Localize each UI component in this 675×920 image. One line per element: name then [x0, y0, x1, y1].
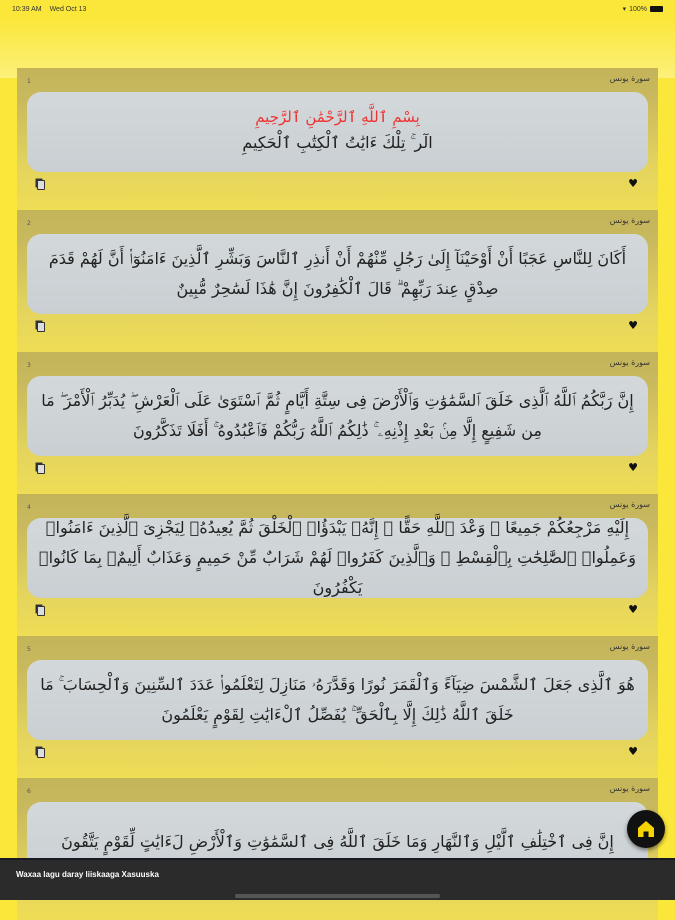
basmala: بِسْمِ ٱللَّهِ ٱلرَّحْمَٰنِ ٱلرَّحِيمِ [255, 108, 420, 126]
copy-icon[interactable] [37, 180, 45, 190]
verse-text: الٓر ۚ تِلْكَ ءَايَٰتُ ٱلْكِتَٰبِ ٱلْحَكِيمِ [242, 133, 433, 152]
verse-number: 2 [27, 220, 31, 227]
copy-icon[interactable] [37, 322, 45, 332]
verse-item [17, 68, 658, 210]
verse-text: هُوَ ٱلَّذِى جَعَلَ ٱلشَّمْسَ ضِيَآءً وَٱلْقَمَرَ نُورًا وَقَدَّرَهُۥ مَنَازِلَ لِتَعْلَمُوا۟ عَدَدَ ٱلسِّنِينَ وَٱلْحِسَابَ ۚ مَا خَلَقَ ٱللَّهُ ذَٰلِكَ إِلَّا بِٱلْحَقِّ ۚ يُفَصِّلُ ٱلْءَايَٰتِ لِقَوْمٍ يَعْلَمُونَ [40, 675, 635, 724]
sura-name: سورة يونس [609, 784, 650, 793]
verse-card[interactable] [27, 376, 648, 456]
verse-card[interactable] [27, 234, 648, 314]
home-indicator [235, 894, 440, 898]
verse-card[interactable] [27, 92, 648, 172]
status-time: 10:39 AM [12, 5, 42, 13]
heart-icon[interactable]: ♥ [628, 461, 638, 474]
verse-number: 3 [27, 362, 31, 369]
verse-text: إِنَّ فِى ٱخْتِلَٰفِ ٱلَّيْلِ وَٱلنَّهَارِ وَمَا خَلَقَ ٱللَّهُ فِى ٱلسَّمَٰوَٰتِ وَٱلْأَرْضِ لَءَايَٰتٍ لِّقَوْمٍ يَتَّقُونَ [61, 832, 614, 851]
heart-icon[interactable]: ♥ [628, 319, 638, 332]
copy-icon[interactable] [37, 606, 45, 616]
copy-icon[interactable] [37, 464, 45, 474]
copy-icon[interactable] [37, 748, 45, 758]
verse-number: 5 [27, 646, 31, 653]
status-date: Wed Oct 13 [49, 5, 87, 13]
home-icon [636, 819, 656, 839]
verse-number: 1 [27, 78, 31, 85]
verse-text: إِلَيْهِ مَرْجِعُكُمْ جَمِيعًا ۖ وَعْدَ ٱللَّهِ حَقًّا ۚ إِنَّهُۥ يَبْدَؤُا۟ ٱلْخَلْقَ ثُمَّ يُعِيدُهُۥ لِيَجْزِىَ ٱلَّذِينَ ءَامَنُوا۟ وَعَمِلُوا۟ ٱلصَّٰلِحَٰتِ بِٱلْقِسْطِ ۚ وَٱلَّذِينَ كَفَرُوا۟ لَهُمْ شَرَابٌ مِّنْ حَمِيمٍ وَعَذَابٌ أَلِيمٌۢ بِمَا كَانُوا۟ يَكْفُرُونَ [39, 518, 636, 597]
verse-item [17, 352, 658, 494]
verse-text: أَكَانَ لِلنَّاسِ عَجَبًا أَنْ أَوْحَيْنَآ إِلَىٰ رَجُلٍ مِّنْهُمْ أَنْ أَنذِرِ ٱلنَّاسَ وَبَشِّرِ ٱلَّذِينَ ءَامَنُوٓا۟ أَنَّ لَهُمْ قَدَمَ صِدْقٍ عِندَ رَبِّهِمْ ۗ قَالَ ٱلْكَٰفِرُونَ إِنَّ هَٰذَا لَسَٰحِرٌ مُّبِينٌ [48, 249, 627, 298]
heart-icon[interactable]: ♥ [628, 603, 638, 616]
verse-number: 6 [27, 788, 31, 795]
status-bar [0, 0, 675, 18]
heart-icon[interactable]: ♥ [628, 177, 638, 190]
verse-number: 4 [27, 504, 31, 511]
sura-name: سورة يونس [609, 642, 650, 651]
verse-card[interactable] [27, 518, 648, 598]
verse-item [17, 210, 658, 352]
sura-name: سورة يونس [609, 500, 650, 509]
snackbar [0, 858, 675, 900]
verse-card[interactable] [27, 660, 648, 740]
heart-icon[interactable]: ♥ [628, 745, 638, 758]
verse-item [17, 636, 658, 778]
verse-text: إِنَّ رَبَّكُمُ ٱللَّهُ ٱلَّذِى خَلَقَ ٱلسَّمَٰوَٰتِ وَٱلْأَرْضَ فِى سِتَّةِ أَيَّامٍ ثُمَّ ٱسْتَوَىٰ عَلَى ٱلْعَرْشِ ۖ يُدَبِّرُ ٱلْأَمْرَ ۖ مَا مِن شَفِيعٍ إِلَّا مِنۢ بَعْدِ إِذْنِهِۦ ۚ ذَٰلِكُمُ ٱللَّهُ رَبُّكُمْ فَٱعْبُدُوهُ ۚ أَفَلَا تَذَكَّرُونَ [41, 391, 634, 440]
verse-list[interactable] [17, 68, 658, 851]
home-button[interactable] [627, 810, 665, 848]
wifi-icon: ▾ [622, 6, 627, 13]
sura-name: سورة يونس [609, 358, 650, 367]
sura-name: سورة يونس [609, 216, 650, 225]
sura-name: سورة يونس [609, 74, 650, 83]
battery-percent: 100% [629, 5, 647, 13]
verse-item [17, 494, 658, 636]
battery-icon [650, 6, 663, 12]
snackbar-message: Waxaa lagu daray liiskaaga Xasuuska [16, 870, 159, 879]
